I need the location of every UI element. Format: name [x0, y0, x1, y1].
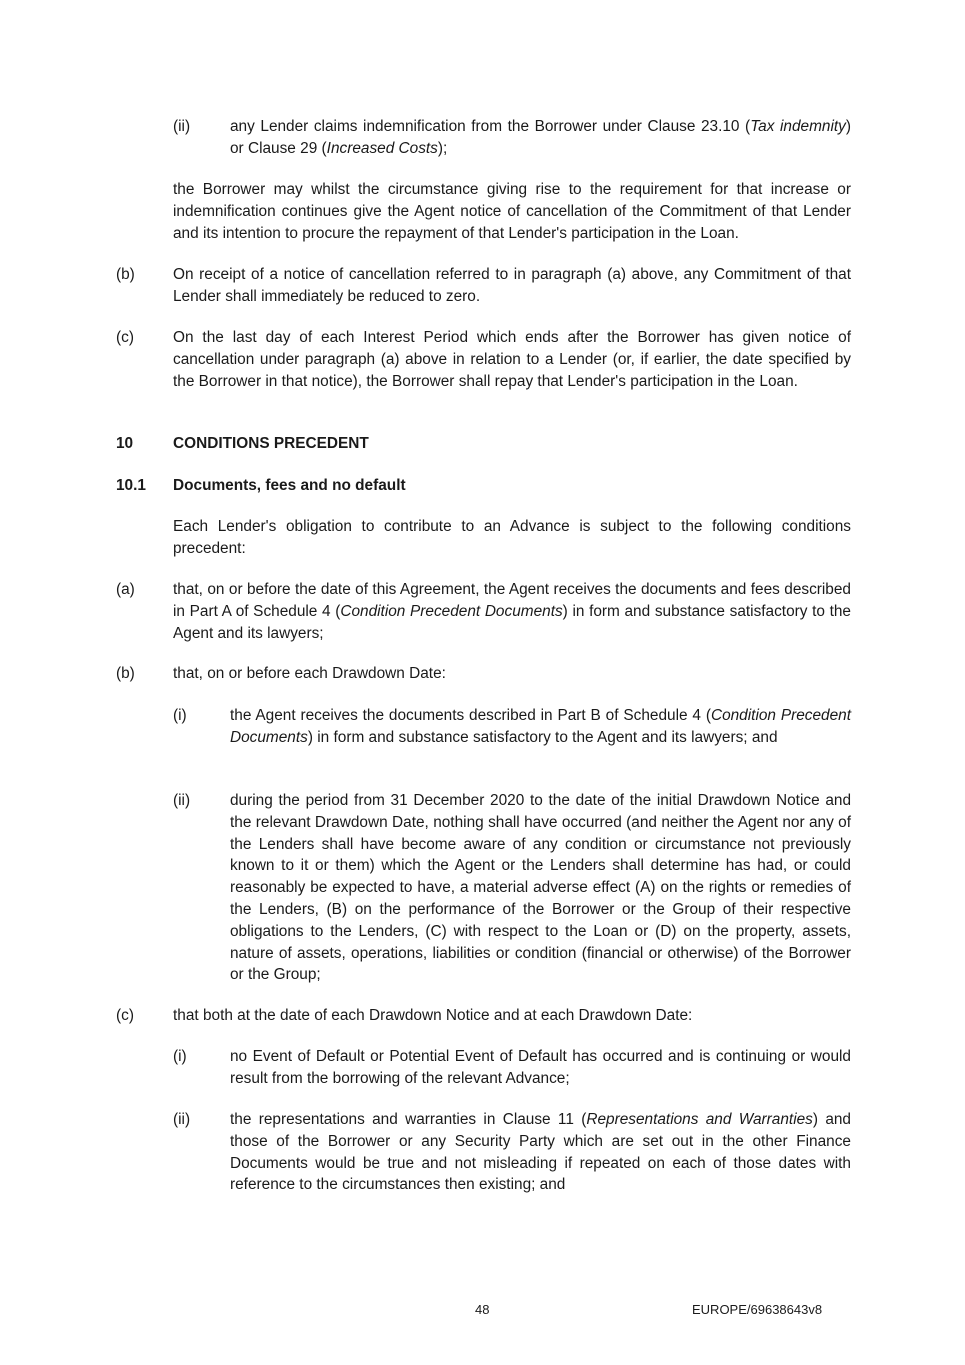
paragraph-borrower-notice: the Borrower may whilst the circumstance giving rise to the requirement for that increase or indemnification continues give the Agent notice of cancellation of the Commitment of that Lender and its intention to procure the repayment of that Lender's participation in the Loan.	[173, 181, 851, 242]
paragraph-ii-material-adverse: during the period from 31 December 2020 to the date of the initial Drawdown Notice and the relevant Drawdown Date, nothing shall have occurred (and neither the Agent nor any of the Lenders shall have become aware of any condition or circumstance not previously known to it or them) which the Agent or the Lenders shall determine has had, or could reasonably be expected to have, a material adverse effect (A) on the rights or remedies of the Lenders, (B) on the performance of the Borrower or the Group of their respective obligations to the Lenders, (C) with respect to the Loan or (D) on the property, assets, nature of assets, operations, liabilities or condition (financial or otherwise) of the Borrower or the Group;	[230, 792, 851, 984]
item-label: (c)	[116, 1007, 134, 1024]
item-label: (ii)	[173, 1111, 191, 1128]
paragraph-b-drawdown: that, on or before each Drawdown Date:	[173, 665, 446, 682]
paragraph-i-no-default: no Event of Default or Potential Event of Default has occurred and is continuing or would result from the borrowing of the relevant Advance;	[230, 1048, 851, 1087]
text-run: ) in form and substance satisfactory to the Agent and its lawyers;	[173, 602, 851, 642]
paragraph-c-last-day: On the last day of each Interest Period which ends after the Borrower has given notice of cancellation under paragraph (a) above in relation to a Lender (or, if earlier, the date specified by the Borrower in that notice), the Borrower shall repay that Lender's participation in the Loan.	[173, 329, 851, 390]
section-heading: CONDITIONS PRECEDENT	[173, 435, 369, 452]
paragraph-ii-representations	[230, 1109, 851, 1196]
italic-ref: Increased Costs	[326, 139, 438, 157]
paragraph-b-receipt: On receipt of a notice of cancellation referred to in paragraph (a) above, any Commitment of that Lender shall immediately be reduced to zero.	[173, 266, 851, 305]
text-run: ) and those of the Borrower or any Security Party which are set out in the other Finance Documents would be true and not misleading if repeated on each of those dates with reference to the circumstances then existing; and	[230, 1111, 851, 1194]
page-number: 48	[475, 1302, 490, 1317]
paragraph-obligation: Each Lender's obligation to contribute to an Advance is subject to the following conditions precedent:	[173, 518, 851, 557]
item-label: (ii)	[173, 792, 191, 809]
text-run: ) in form and substance satisfactory to the Agent and its lawyers; and	[307, 728, 778, 746]
paragraph-c-both-dates: that both at the date of each Drawdown Notice and at each Drawdown Date:	[173, 1007, 693, 1024]
italic-ref: Tax indemnity	[750, 118, 846, 135]
italic-ref: Representations and Warranties	[586, 1111, 813, 1128]
item-label: (b)	[116, 665, 135, 682]
paragraph-i-agent-receives	[230, 705, 851, 749]
text-run: the Agent receives the documents described in Part B of Schedule 4 (	[230, 707, 711, 724]
item-label: (b)	[116, 266, 135, 283]
subsection-heading: Documents, fees and no default	[173, 477, 406, 494]
subsection-number: 10.1	[116, 477, 146, 494]
text-run: ) or Clause 29 (	[230, 118, 852, 157]
item-label: (ii)	[173, 118, 191, 135]
text-run: the representations and warranties in Clause 11 (	[230, 1111, 587, 1128]
item-label: (a)	[116, 581, 135, 598]
paragraph-a-documents	[173, 579, 851, 644]
text-run: that, on or before the date of this Agreement, the Agent receives the documents and fees described in Part A of Schedule 4 (	[173, 581, 851, 620]
section-number: 10	[116, 435, 134, 452]
italic-ref: Condition Precedent Documents	[340, 602, 563, 620]
item-label: (i)	[173, 1048, 187, 1065]
paragraph-ii-indemnification	[230, 116, 851, 160]
italic-ref: Condition Precedent Documents	[230, 707, 851, 746]
item-label: (c)	[116, 329, 134, 346]
item-label: (i)	[173, 707, 187, 724]
document-reference: EUROPE/69638643v8	[692, 1302, 823, 1317]
text-run: any Lender claims indemnification from the Borrower under Clause 23.10 (	[230, 118, 751, 135]
text-run: );	[437, 139, 448, 157]
